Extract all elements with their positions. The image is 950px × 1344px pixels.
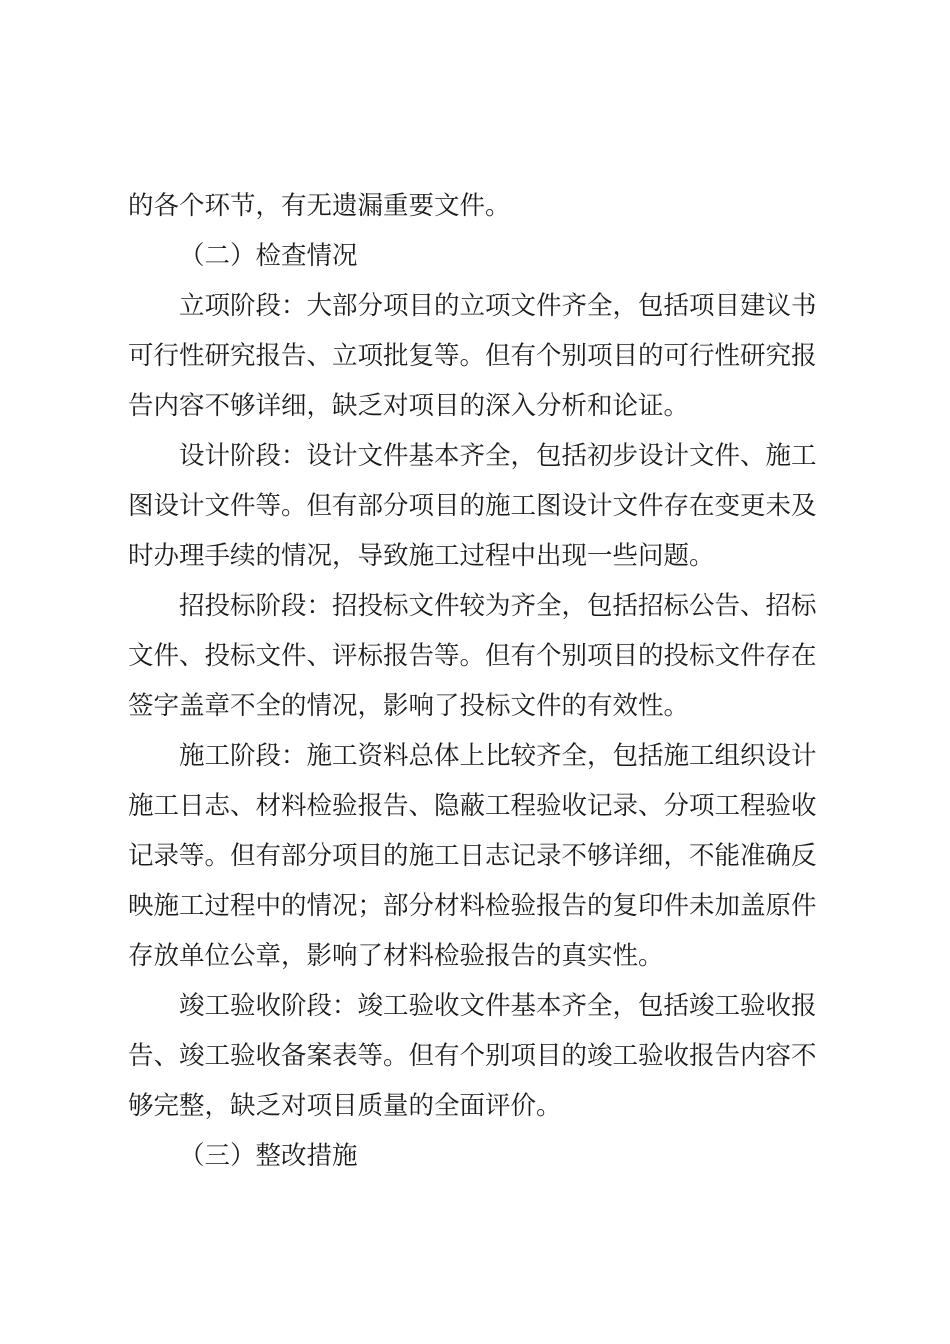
paragraph-construction-stage (128, 731, 832, 981)
paragraph-design-stage (128, 431, 832, 581)
text-line: 招投标阶段：招投标文件较为齐全，包括招标公告、招标 (179, 591, 817, 621)
paragraph-acceptance-stage (128, 981, 832, 1131)
text-line: 设计阶段：设计文件基本齐全，包括初步设计文件、施工 (179, 441, 817, 471)
text-line: 够完整，缺乏对项目质量的全面评价。 (128, 1091, 562, 1121)
paragraph-bidding-stage (128, 581, 832, 731)
text-line: 签字盖章不全的情况，影响了投标文件的有效性。 (128, 691, 690, 721)
text-line: 施工日志、材料检验报告、隐蔽工程验收记录、分项工程验收 (128, 791, 817, 821)
text-line: 映施工过程中的情况；部分材料检验报告的复印件未加盖原件 (128, 891, 817, 921)
text-line: 文件、投标文件、评标报告等。但有个别项目的投标文件存在 (128, 641, 817, 671)
section-heading-inspection (128, 231, 832, 281)
document-body (128, 181, 832, 1181)
paragraph-continuation (128, 181, 832, 231)
text-line: 告内容不够详细，缺乏对项目的深入分析和论证。 (128, 391, 690, 421)
paragraph-project-approval (128, 281, 832, 431)
text-line: 图设计文件等。但有部分项目的施工图设计文件存在变更未及 (128, 491, 817, 521)
text-line: 施工阶段：施工资料总体上比较齐全，包括施工组织设计 (179, 741, 817, 771)
section-heading-rectification (128, 1131, 832, 1181)
text-line: 存放单位公章，影响了材料检验报告的真实性。 (128, 941, 664, 971)
text-line: 立项阶段：大部分项目的立项文件齐全，包括项目建议书 (179, 291, 817, 321)
text-line: 可行性研究报告、立项批复等。但有个别项目的可行性研究报 (128, 341, 817, 371)
text-line: 竣工验收阶段：竣工验收文件基本齐全，包括竣工验收报 (179, 991, 817, 1021)
text-line: 时办理手续的情况，导致施工过程中出现一些问题。 (128, 541, 715, 571)
heading-text: （二）检查情况 (179, 241, 358, 271)
text-line: 记录等。但有部分项目的施工日志记录不够详细，不能准确反 (128, 841, 817, 871)
text-line: 告、竣工验收备案表等。但有个别项目的竣工验收报告内容不 (128, 1041, 817, 1071)
text-line: 的各个环节，有无遗漏重要文件。 (128, 191, 511, 221)
heading-text: （三）整改措施 (179, 1141, 358, 1171)
